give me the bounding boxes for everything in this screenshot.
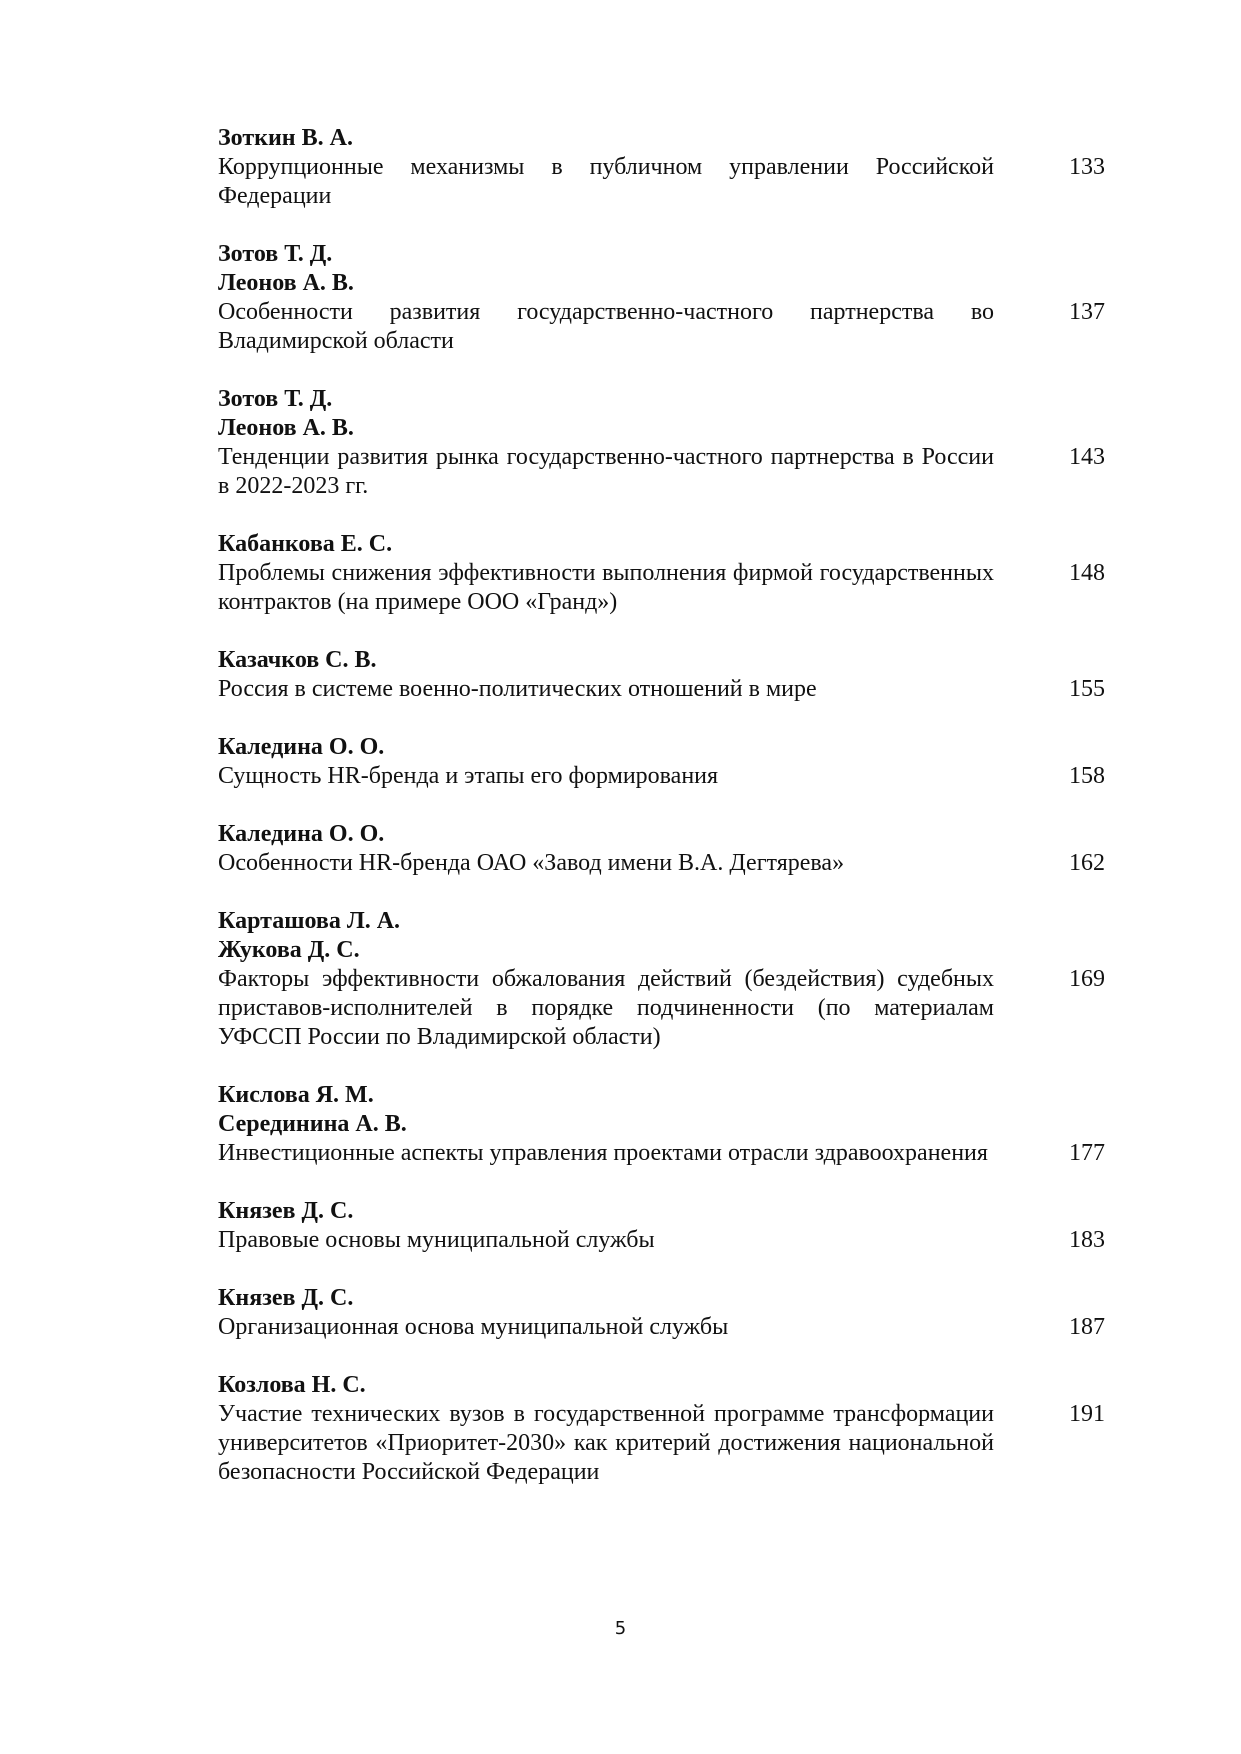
entry-title: Коррупционные механизмы в публичном управлении Российской Федерации (218, 154, 994, 209)
entry-page-number: 187 (1069, 1314, 1105, 1340)
toc-entry (218, 907, 1105, 1052)
entry-author: Казачков С. В. (218, 647, 377, 673)
entry-page-number: 191 (1069, 1401, 1105, 1427)
toc-entry (218, 124, 1105, 211)
entry-author: Зотов Т. Д. (218, 241, 333, 267)
entry-title: Инвестиционные аспекты управления проектами отрасли здравоохранения (218, 1140, 988, 1166)
entry-title: Организационная основа муниципальной службы (218, 1314, 729, 1340)
entry-page-number: 133 (1069, 154, 1105, 180)
toc-entry (218, 646, 1105, 704)
toc-entry (218, 1371, 1105, 1487)
entry-title: Участие технических вузов в государственной программе трансформации университетов «Приоритет-2030» как критерий достижения национальной безопасности Российской Федерации (218, 1401, 994, 1485)
entry-page-number: 155 (1069, 676, 1105, 702)
entry-page-number: 158 (1069, 763, 1105, 789)
entry-author: Кабанкова Е. С. (218, 531, 393, 557)
entry-author: Жукова Д. С. (218, 937, 360, 963)
toc-entry (218, 820, 1105, 878)
toc-entry (218, 733, 1105, 791)
entry-page-number: 148 (1069, 560, 1105, 586)
entry-title: Особенности развития государственно-частного партнерства во Владимирской области (218, 299, 994, 354)
toc-entry (218, 530, 1105, 617)
entry-title-row (218, 559, 1105, 617)
entry-author: Карташова Л. А. (218, 908, 401, 934)
entry-page-number: 177 (1069, 1140, 1105, 1166)
entry-page-number: 183 (1069, 1227, 1105, 1253)
entry-author: Каледина О. О. (218, 821, 385, 847)
entry-title: Проблемы снижения эффективности выполнения фирмой государственных контрактов (на примере ООО «Гранд») (218, 560, 994, 615)
toc-entry (218, 1284, 1105, 1342)
entry-author: Князев Д. С. (218, 1285, 354, 1311)
entry-title: Особенности HR-бренда ОАО «Завод имени В.А. Дегтярева» (218, 850, 845, 876)
toc-entry (218, 240, 1105, 356)
entry-title-row (218, 153, 1105, 211)
entry-title: Сущность HR-бренда и этапы его формирования (218, 763, 719, 789)
entry-title-row (218, 1226, 1105, 1255)
entry-page-number: 137 (1069, 299, 1105, 325)
entry-title-row (218, 443, 1105, 501)
entry-author: Серединина А. В. (218, 1111, 407, 1137)
entry-title-row (218, 298, 1105, 356)
entry-title: Россия в системе военно-политических отношений в мире (218, 676, 817, 702)
entry-author: Леонов А. В. (218, 415, 354, 441)
entry-title-row (218, 965, 1105, 1052)
toc-entry (218, 1081, 1105, 1168)
entry-author: Каледина О. О. (218, 734, 385, 760)
page-number: 5 (614, 1618, 627, 1639)
entry-title-row (218, 1313, 1105, 1342)
entry-author: Козлова Н. С. (218, 1372, 366, 1398)
entry-author: Князев Д. С. (218, 1198, 354, 1224)
entry-title-row (218, 849, 1105, 878)
entry-title-row (218, 675, 1105, 704)
toc-entry (218, 385, 1105, 501)
entry-title: Правовые основы муниципальной службы (218, 1227, 655, 1253)
entry-author: Кислова Я. М. (218, 1082, 374, 1108)
entry-title-row (218, 762, 1105, 791)
entry-author: Зотов Т. Д. (218, 386, 333, 412)
entry-title-row (218, 1139, 1105, 1168)
entry-author: Зоткин В. А. (218, 125, 353, 151)
toc-entry (218, 1197, 1105, 1255)
entry-title-row (218, 1400, 1105, 1487)
table-of-contents (218, 124, 1105, 1516)
entry-page-number: 169 (1069, 966, 1105, 992)
entry-title: Тенденции развития рынка государственно-частного партнерства в России в 2022-2023 гг. (218, 444, 994, 499)
entry-author: Леонов А. В. (218, 270, 354, 296)
entry-title: Факторы эффективности обжалования действий (бездействия) судебных приставов-исполнителей в порядке подчиненности (по материалам УФССП России по Владимирской области) (218, 966, 994, 1050)
entry-page-number: 162 (1069, 850, 1105, 876)
entry-page-number: 143 (1069, 444, 1105, 470)
